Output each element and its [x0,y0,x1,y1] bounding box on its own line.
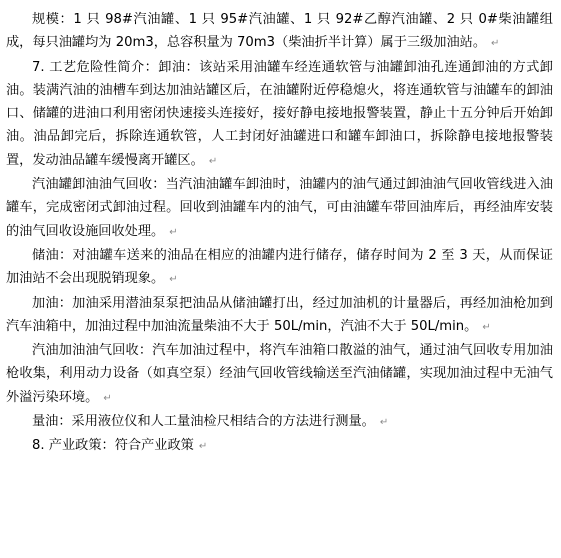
paragraph-mark-icon: ↵ [208,155,218,167]
paragraph-storage [6,244,553,292]
paragraph-text: 汽油加油油气回收：汽车加油过程中，将汽车油箱口散溢的油气，通过油气回收专用加油枪收集，利用动力设备（如真空泵）经油气回收管线输送至汽油储罐，实现加油过程中无油气外溢污染环境。 [6,343,553,405]
paragraph-text: 8. 产业政策：符合产业政策 [32,438,194,454]
paragraph-text: 加油：加油采用潜油泵泵把油品从储油罐打出，经过加油机的计量器后，再经加油枪加到汽车油箱中，加油过程中加油流量柴油不大于 50L/min，汽油不大于 50L/min。 [6,295,553,334]
paragraph-unloading-vapor-recovery [6,173,553,244]
paragraph-refueling [6,292,553,340]
paragraph-scale [6,8,553,56]
paragraph-mark-icon: ↵ [169,226,178,238]
paragraph-mark-icon: ↵ [198,441,208,453]
paragraph-text: 规模：1 只 98#汽油罐、1 只 95#汽油罐、1 只 92#乙醇汽油罐、2 只 0#柴油罐组成，每只油罐均为 20m3，总容积量为 70m3（柴油折半计算）属于三级加油站。 [6,12,553,51]
paragraph-process-hazard [6,56,553,173]
paragraph-industry-policy [6,434,553,458]
paragraph-text: 量油：采用液位仪和人工量油检尺相结合的方法进行测量。 [32,414,375,430]
paragraph-mark-icon: ↵ [169,274,178,286]
paragraph-text: 储油：对油罐车送来的油品在相应的油罐内进行储存，储存时间为 2 至 3 天，从而保证加油站不会出现脱销现象。 [6,247,553,287]
paragraph-mark-icon: ↵ [482,321,491,333]
paragraph-mark-icon: ↵ [379,417,389,429]
paragraph-gauging [6,410,553,434]
paragraph-text: 7. 工艺危险性简介：卸油：该站采用油罐车经连通软管与油罐卸油孔连通卸油的方式卸油。装满汽油的油槽车到达加油站罐区后，在油罐附近停稳熄火，将连通软管与油罐车的卸油口、储罐的进油口利用密闭快速接头连接好，接好静电接地报警装置，静止十五分钟后开始卸油。油品卸完后，拆除连通软管，人工封闭好油罐进口和罐车卸油口，拆除静电接地报警装置，发动油品罐车缓慢离开罐区。 [6,59,553,168]
paragraph-mark-icon: ↵ [491,38,500,50]
paragraph-refueling-vapor-recovery [6,339,553,410]
paragraph-mark-icon: ↵ [103,392,112,404]
paragraph-text: 汽油罐卸油油气回收：当汽油油罐车卸油时，油罐内的油气通过卸油油气回收管线进入油罐车，完成密闭式卸油过程。回收到油罐车内的油气，可由油罐车带回油库后，再经油库安装的油气回收设施回收处理。 [6,177,553,239]
